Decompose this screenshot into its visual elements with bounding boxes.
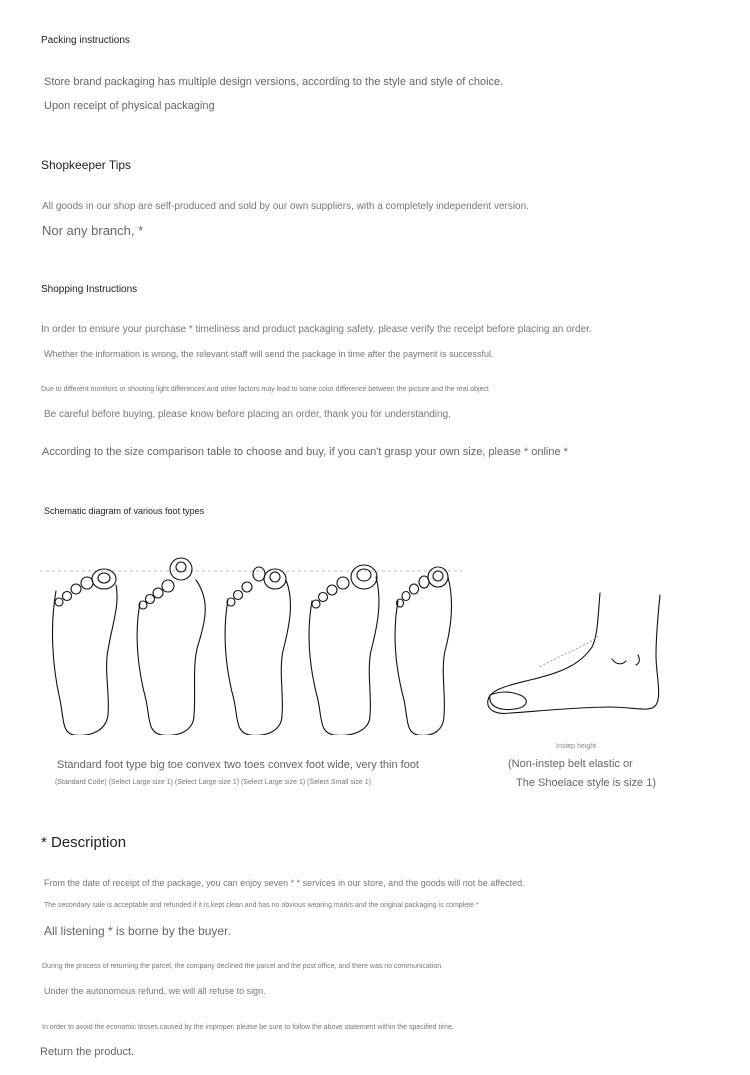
instep-note-1: (Non-instep belt elastic or	[508, 758, 633, 770]
foot-size-codes: (Standard Code) (Select Large size 1) (Select Large size 1) (Select Large size 1) (Select Small size 1)	[55, 779, 371, 786]
instep-height-label: Instep height	[556, 743, 597, 750]
shopping-line-1: In order to ensure your purchase * timeliness and product packaging safety, please verify the receipt before placing an order.	[41, 324, 592, 335]
foot-standard	[53, 569, 118, 735]
description-line-4: During the process of returning the parcel, the company declined the parcel and the post office, and there was no communication.	[42, 963, 444, 970]
description-line-3: All listening * is borne by the buyer.	[44, 924, 231, 938]
shopping-line-5: According to the size comparison table to choose and buy, if you can't grasp your own size, please * online *	[42, 446, 568, 458]
packing-heading: Packing instructions	[41, 35, 130, 46]
tips-line-2: Nor any branch, *	[42, 223, 144, 238]
instep-note-2: The Shoelace style is size 1)	[516, 777, 657, 789]
packing-line-1: Store brand packaging has multiple design versions, according to the style and style of choice.	[44, 76, 504, 88]
foot-very-thin	[395, 567, 452, 735]
foot-two-toes-convex	[225, 567, 290, 735]
description-heading: * Description	[41, 834, 127, 851]
instep-height-line	[540, 635, 600, 667]
foot-types-illustration	[0, 555, 750, 735]
packing-line-2: Upon receipt of physical packaging	[44, 100, 215, 112]
description-line-5: Under the autonomous refund, we will all refuse to sign.	[44, 986, 266, 996]
foot-types-caption: Standard foot type big toe convex two toes convex foot wide, very thin foot	[57, 759, 419, 771]
foot-side-view	[488, 593, 660, 713]
description-line-2: The secondary sale is acceptable and refunded if it is kept clean and has no obvious wearing marks and the original packaging is complete *	[44, 902, 479, 909]
shopping-line-2: Whether the information is wrong, the relevant staff will send the package in time after the payment is successful.	[44, 349, 494, 359]
tips-heading: Shopkeeper Tips	[41, 158, 132, 172]
description-line-1: From the date of receipt of the package, you can enjoy seven * * services in our store, and the goods will not be affected.	[44, 878, 525, 888]
shopping-heading: Shopping Instructions	[41, 284, 138, 295]
description-line-6: In order to avoid the economic losses caused by the improper, please be sure to follow the above statement within the specified time.	[42, 1024, 454, 1031]
tips-line-1: All goods in our shop are self-produced and sold by our own suppliers, with a completely independent version.	[42, 201, 529, 212]
foot-big-toe-convex	[137, 558, 205, 735]
shopping-line-3: Due to different monitors or shooting light differences and other factors may lead to some color difference between the picture and the real object	[41, 386, 489, 393]
foot-wide	[309, 565, 379, 735]
shopping-line-4: Be careful before buying, please know before placing an order, thank you for understanding.	[44, 409, 451, 420]
description-line-7: Return the product.	[40, 1046, 135, 1058]
diagram-title: Schematic diagram of various foot types	[44, 506, 205, 516]
